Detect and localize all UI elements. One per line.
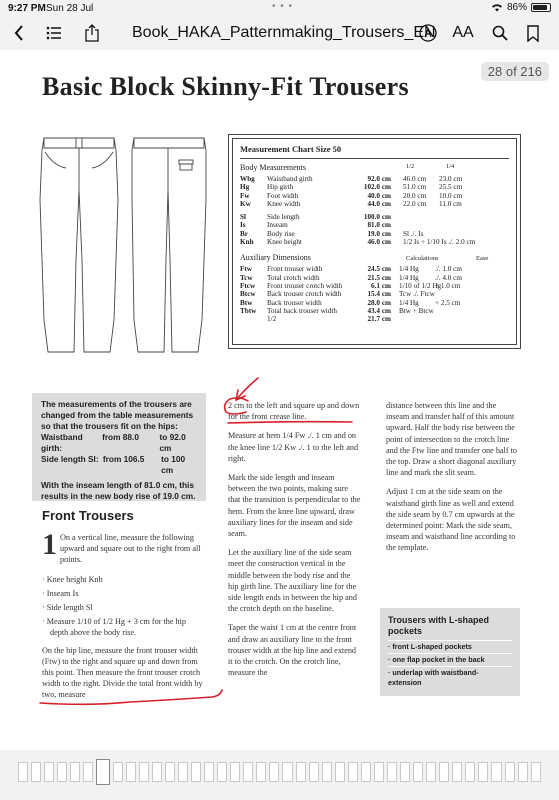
row-name: Back trouser width	[267, 298, 322, 307]
document-title: Book_HAKA_Patternmaking_Trousers_EN	[132, 24, 436, 41]
page-thumbnail[interactable]	[165, 762, 175, 782]
aux-dimensions-heading: Auxiliary Dimensions Calculations Ease	[240, 253, 489, 263]
col1-paragraph: On the hip line, measure the front trouser width (Ftw) to the right and square up and down from this point. Then measure the front trouser crotch width to the right. Divide the total front width by two, measure	[42, 645, 203, 700]
row-quarter: 10.0 cm	[439, 191, 463, 200]
table-row	[240, 192, 509, 200]
row-ease: + 2.5 cm	[435, 298, 461, 307]
row-ease	[431, 307, 471, 315]
row-value: 102.0 cm	[363, 183, 391, 192]
row-ease: ./. 4.0 cm	[435, 273, 462, 282]
status-bar	[0, 0, 559, 16]
table-row	[240, 299, 509, 307]
page-thumbnail[interactable]	[31, 762, 41, 782]
row-calc: Tcw ./. Ftcw	[399, 290, 435, 299]
row-abbr: Tbtw	[240, 306, 257, 315]
col-calc-head: Calculations	[406, 255, 439, 263]
row-name: Total crotch width	[267, 273, 320, 282]
row-abbr	[240, 315, 267, 323]
row-name: Inseam	[267, 221, 288, 230]
row-abbr: Wbg	[240, 175, 255, 183]
body-rows	[240, 175, 509, 208]
page-thumbnail[interactable]	[269, 762, 279, 782]
paragraph: Measure at hem 1/4 Fw ./. 1 cm and on the knee line 1/2 Kw ./. 1 to the left and right.	[228, 431, 359, 463]
reader-toolbar	[0, 16, 559, 50]
row-quarter: 23.0 cm	[439, 175, 463, 183]
page-thumbnail[interactable]	[309, 762, 319, 782]
l-pockets-title: Trousers with L-shaped pockets	[388, 615, 490, 636]
row-half: 22.0 cm	[403, 199, 427, 208]
page-thumbnail[interactable]	[439, 762, 449, 782]
page-thumbnail[interactable]	[57, 762, 67, 782]
page-thumbnail[interactable]	[505, 762, 515, 782]
page-thumbnail[interactable]	[322, 762, 332, 782]
page-thumbnail[interactable]	[152, 762, 162, 782]
page-thumbnail[interactable]	[348, 762, 358, 782]
table-row	[240, 290, 509, 298]
row-value: 100.0 cm	[363, 213, 391, 222]
measurement-chart	[228, 134, 521, 349]
row-name: Front trouser width	[267, 265, 323, 274]
row-name: Waistband girth	[267, 175, 313, 183]
page-thumbnail-strip[interactable]	[0, 752, 559, 792]
body-measurements-heading: Body Measurements 1/2 1/4	[240, 163, 455, 172]
table-row	[240, 221, 509, 229]
row-name: Foot width	[267, 191, 299, 200]
list-item: · one flap pocket in the back	[388, 653, 512, 666]
page-thumbnail[interactable]	[217, 762, 227, 782]
row-calc: 1/4 Hg	[399, 273, 419, 282]
page-thumbnail[interactable]	[139, 762, 149, 782]
row-name: Front trouser crotch width	[267, 281, 343, 290]
row-name: Knee width	[267, 199, 301, 208]
dropcap: 1	[42, 528, 57, 561]
list-item: · front L-shaped pockets	[388, 640, 512, 653]
row-calc	[391, 315, 431, 323]
row-half: 46.0 cm	[403, 175, 427, 183]
page-thumbnail[interactable]	[400, 762, 410, 782]
bookmark-icon[interactable]	[524, 22, 542, 44]
page-number-badge: 28 of 216	[481, 62, 549, 81]
page-thumbnail[interactable]	[18, 762, 28, 782]
row-name: Hip girth	[267, 183, 294, 192]
share-icon[interactable]	[82, 22, 102, 44]
row-quarter: 11.0 cm	[439, 199, 462, 208]
row-calc: 1/4 Hg	[399, 265, 419, 274]
page-thumbnail[interactable]	[113, 762, 123, 782]
table-row	[240, 282, 509, 290]
table-row	[240, 307, 509, 315]
front-trousers-heading: Front Trousers	[42, 508, 134, 523]
paragraph: Taper the waist 1 cm at the centre front and draw an auxiliary line to the front trouser width at the hip line and extend it to the crotch. On the crotch line, measure the	[228, 623, 357, 678]
table-row	[240, 175, 509, 183]
page-thumbnail[interactable]	[374, 762, 384, 782]
row-name: Side length	[267, 213, 300, 222]
page-thumbnail[interactable]	[361, 762, 371, 782]
list-item: · Knee height Knh	[42, 574, 103, 584]
page-thumbnail[interactable]	[296, 762, 306, 782]
page-thumbnail[interactable]	[243, 762, 253, 782]
info-intro: The measurements of the trousers are changed from the table measurements so that the trousers fit on the hips:	[41, 399, 194, 431]
row-half: 51.0 cm	[403, 183, 427, 192]
info-row: Side length Sl: from 106.5 to 100 cm	[41, 454, 186, 475]
row-calc: Btw + Btcw	[399, 306, 434, 315]
row-value: 43.4 cm	[367, 306, 391, 315]
row-abbr: Kw	[240, 199, 251, 208]
page-thumbnail[interactable]	[491, 762, 501, 782]
page-thumbnail[interactable]	[44, 762, 54, 782]
trousers-front-back-illustration	[36, 130, 208, 355]
row-name: Knee height	[267, 238, 302, 247]
row-name: Total back trouser width	[267, 306, 337, 315]
annotation-arrow-shaft	[236, 378, 258, 400]
row-ease	[431, 290, 471, 298]
paragraph: Adjust 1 cm at the side seam on the waistband girth line as well and extend the side seam by 0.7 cm upwards at the determined point: Mark the side seam, inseam and waistband line according to the template.	[386, 487, 516, 553]
row-value: 21.7 cm	[367, 315, 391, 324]
row-half: 20.0 cm	[403, 191, 427, 200]
row-value: 15.4 cm	[367, 290, 391, 299]
page-thumbnail[interactable]	[96, 759, 109, 785]
multitasking-dots-icon[interactable]: • • •	[272, 1, 294, 12]
paragraph: distance between this line and the inseam and transfer half of this amount upward. Half the body rise between the point of intersection to the crotch line and the Ftw line and transfer one half to the top. Draw a short diagonal auxiliary line and mark the slit seam.	[386, 401, 517, 478]
page-thumbnail[interactable]	[518, 762, 528, 782]
row-calc: 1/10 of 1/2 Hg	[399, 281, 442, 290]
page-thumbnail[interactable]	[256, 762, 266, 782]
row-abbr: Ftcw	[240, 281, 256, 290]
row-half	[391, 213, 439, 221]
list-item: · Measure 1/10 of 1/2 Hg + 3 cm for the hip depth above the body rise.	[42, 617, 187, 638]
list-item: · underlap with waistband-extension	[388, 666, 512, 689]
row-value: 24.5 cm	[367, 265, 391, 274]
page-thumbnail[interactable]	[387, 762, 397, 782]
row-value: 19.0 cm	[367, 229, 391, 238]
aux-rows	[240, 265, 509, 323]
page-thumbnail[interactable]	[83, 762, 93, 782]
row-abbr: Ftw	[240, 265, 252, 274]
row-abbr: Fw	[240, 191, 250, 200]
row-half: 1/2 Is + 1/10 Is ./. 2.0 cm	[403, 238, 476, 247]
col-quarter-head: 1/4	[446, 163, 455, 170]
list-icon[interactable]	[44, 22, 64, 44]
row-abbr: Btcw	[240, 290, 256, 299]
text-size-icon[interactable]: AA	[452, 24, 474, 41]
page-thumbnail[interactable]	[452, 762, 462, 782]
page-thumbnail[interactable]	[230, 762, 240, 782]
page-thumbnail[interactable]	[204, 762, 214, 782]
body-rows-2	[240, 213, 509, 246]
row-abbr: Br	[240, 229, 248, 238]
row-value: 40.0 cm	[367, 191, 391, 200]
text-column-3	[386, 400, 520, 562]
page-title: Basic Block Skinny-Fit Trousers	[42, 72, 409, 101]
row-ease	[431, 315, 471, 323]
page-thumbnail[interactable]	[282, 762, 292, 782]
annotate-pen-icon[interactable]	[418, 22, 438, 44]
table-row	[240, 213, 509, 221]
l-pockets-box	[380, 608, 520, 696]
row-abbr: Btw	[240, 298, 253, 307]
row-value: 92.0 cm	[367, 175, 391, 183]
row-value: 21.5 cm	[367, 273, 391, 282]
row-quarter: 25.5 cm	[439, 183, 463, 192]
row-half: Sl ./. Is	[403, 229, 424, 238]
paragraph: 2 cm to the left and square up and down for the front crease line.	[228, 401, 360, 422]
status-date: Sun 28 Jul	[46, 3, 94, 14]
table-row	[240, 238, 509, 246]
list-item: · Side length Sl	[42, 603, 93, 613]
row-value: 28.0 cm	[367, 298, 391, 307]
col1-bullets	[42, 574, 204, 639]
status-right	[491, 2, 551, 13]
text-column-1	[42, 528, 204, 709]
row-ease: + 1.0 cm	[435, 281, 461, 290]
row-abbr: Tcw	[240, 273, 253, 282]
chart-title: Measurement Chart Size 50	[240, 144, 509, 159]
page-thumbnail[interactable]	[465, 762, 475, 782]
row-name: Body rise	[267, 229, 295, 238]
battery-icon	[531, 3, 551, 12]
page-thumbnail[interactable]	[478, 762, 488, 782]
paragraph: Mark the side length and inseam between the two points, making sure that the transition is perpendicular to the hem. From the knee line upward, draw auxiliary lines for the inseam and side seam.	[228, 473, 361, 539]
document-page	[0, 50, 559, 750]
paragraph: Let the auxiliary line of the side seam meet the construction vertical in the middle between the body rise and the hip girth line. The auxiliary line for the side length ends in between the hip and the crotch depth on the baseline.	[228, 548, 357, 614]
row-abbr: Hg	[240, 183, 250, 192]
row-value: 46.0 cm	[367, 238, 391, 247]
table-row	[240, 200, 509, 208]
page-thumbnail[interactable]	[531, 762, 541, 782]
page-thumbnail[interactable]	[335, 762, 345, 782]
row-abbr: Knh	[240, 238, 254, 247]
wifi-icon	[491, 3, 503, 12]
back-chevron-icon[interactable]	[10, 22, 28, 44]
battery-percent: 86%	[506, 2, 527, 13]
page-thumbnail[interactable]	[413, 762, 423, 782]
info-outro: With the inseam length of 81.0 cm, this results in the new body rise of 19.0 cm.	[41, 480, 196, 501]
measurement-info-box	[32, 393, 206, 501]
table-row	[240, 274, 509, 282]
row-name: Back trouser crotch width	[267, 290, 342, 299]
search-icon[interactable]	[490, 22, 510, 44]
row-value: 81.0 cm	[367, 221, 391, 230]
page-thumbnail[interactable]	[426, 762, 436, 782]
page-thumbnail[interactable]	[178, 762, 188, 782]
page-thumbnail[interactable]	[126, 762, 136, 782]
col-ease-head: Ease	[476, 255, 489, 263]
info-row: Waistband girth: from 88.0 to 92.0 cm	[41, 432, 186, 453]
row-value: 6.1 cm	[371, 281, 391, 290]
page-thumbnail[interactable]	[191, 762, 201, 782]
row-abbr: Sl	[240, 213, 246, 222]
table-row	[240, 265, 509, 273]
table-row	[240, 315, 509, 323]
page-thumbnail[interactable]	[70, 762, 80, 782]
annotation-arrow-head	[236, 390, 245, 400]
list-item: · Inseam Is	[42, 588, 79, 598]
row-abbr: Is	[240, 221, 246, 230]
row-name: 1/2	[267, 315, 277, 324]
col1-intro: On a vertical line, measure the following upward and square out to the right from all points.	[60, 533, 201, 565]
row-value: 44.0 cm	[367, 199, 391, 208]
table-row	[240, 230, 509, 238]
row-calc: 1/4 Hg	[399, 298, 419, 307]
table-row	[240, 183, 509, 191]
text-column-2	[228, 400, 362, 686]
col-half-head: 1/2	[406, 163, 415, 170]
row-ease: ./. 1.0 cm	[435, 265, 462, 274]
status-time: 9:27 PM	[8, 3, 46, 14]
row-half	[391, 221, 439, 229]
